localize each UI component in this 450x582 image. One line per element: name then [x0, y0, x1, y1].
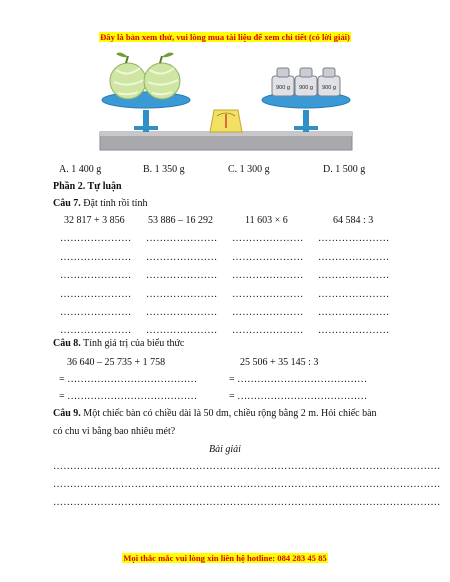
q7-expr-2: 53 886 – 16 292 [148, 215, 213, 226]
q9-label: Câu 9. [53, 408, 81, 419]
header-notice: Đây là bản xem thử, vui lòng mua tài liệu để xem chi tiết (có lời giải) [100, 32, 350, 42]
option-d: D. 1 500 g [323, 164, 366, 175]
q7-expr-3: 11 603 × 6 [245, 215, 288, 226]
solution-line: …………………………………………………………………………………………………… [53, 461, 441, 472]
solution-title: Bài giải [209, 444, 241, 455]
q7-answer-dots: ………………… [146, 289, 218, 300]
solution-line: …………………………………………………………………………………………………… [53, 479, 441, 490]
q7-answer-dots: ………………… [232, 325, 304, 336]
solution-line: …………………………………………………………………………………………………… [53, 497, 441, 508]
q7-answer-dots: ………………… [232, 233, 304, 244]
q7-answer-dots: ………………… [318, 252, 390, 263]
footer-banner [0, 548, 450, 566]
q7-label: Câu 7. [53, 198, 81, 209]
q7-answer-dots: ………………… [60, 289, 132, 300]
q7-answer-dots: ………………… [318, 270, 390, 281]
q7-answer-dots: ………………… [60, 307, 132, 318]
q9-text-1: Một chiếc bàn có chiều dài là 50 dm, chiều rộng bằng 2 m. Hỏi chiếc bàn [83, 408, 377, 419]
q7-answer-dots: ………………… [146, 233, 218, 244]
option-c: C. 1 300 g [228, 164, 270, 175]
q7-answer-dots: ………………… [232, 289, 304, 300]
weight-label: 900 g [276, 85, 290, 91]
q8-answer-line: = ………………………………… [59, 374, 198, 385]
weight-icon [295, 68, 317, 96]
melon-icon [110, 53, 146, 99]
q8-expr-2: 25 506 + 35 145 : 3 [240, 357, 319, 368]
weight-label: 900 g [299, 85, 313, 91]
q7-answer-dots: ………………… [232, 307, 304, 318]
q8-heading [53, 338, 184, 349]
q9-text-2: có chu vi bằng bao nhiêu mét? [53, 426, 176, 437]
weight-icon [318, 68, 340, 96]
part2-title: Phần 2. Tự luận [53, 181, 122, 192]
q7-expr-1: 32 817 + 3 856 [64, 215, 125, 226]
q8-label: Câu 8. [53, 338, 81, 349]
weight-label: 900 g [322, 85, 336, 91]
q7-answer-dots: ………………… [60, 270, 132, 281]
q7-answer-dots: ………………… [60, 252, 132, 263]
balance-scale-illustration [90, 48, 360, 160]
q7-answer-dots: ………………… [318, 307, 390, 318]
q8-answer-line: = ………………………………… [59, 391, 198, 402]
q7-answer-dots: ………………… [146, 325, 218, 336]
q7-answer-dots: ………………… [318, 325, 390, 336]
header-banner [0, 27, 450, 45]
q7-answer-dots: ………………… [318, 289, 390, 300]
q7-answer-dots: ………………… [146, 252, 218, 263]
weight-icon [272, 68, 294, 96]
q7-answer-dots: ………………… [318, 233, 390, 244]
q7-text: Đặt tính rồi tính [83, 198, 148, 209]
q8-text: Tính giá trị của biểu thức [83, 338, 185, 349]
q8-answer-line: = ………………………………… [229, 391, 368, 402]
melon-icon [144, 53, 180, 99]
scale-dial-icon [210, 110, 242, 132]
footer-notice: Mọi thắc mắc vui lòng xin liên hệ hotline: 084 283 45 85 [123, 553, 327, 563]
option-a: A. 1 400 g [59, 164, 102, 175]
q9-line-1 [53, 408, 377, 419]
q7-answer-dots: ………………… [146, 270, 218, 281]
q7-heading [53, 198, 147, 209]
option-b: B. 1 350 g [143, 164, 185, 175]
q7-expr-4: 64 584 : 3 [333, 215, 374, 226]
q7-answer-dots: ………………… [146, 307, 218, 318]
q7-answer-dots: ………………… [232, 252, 304, 263]
q8-answer-line: = ………………………………… [229, 374, 368, 385]
q7-answer-dots: ………………… [60, 233, 132, 244]
q7-answer-dots: ………………… [232, 270, 304, 281]
q8-expr-1: 36 640 – 25 735 + 1 758 [67, 357, 166, 368]
q7-answer-dots: ………………… [60, 325, 132, 336]
